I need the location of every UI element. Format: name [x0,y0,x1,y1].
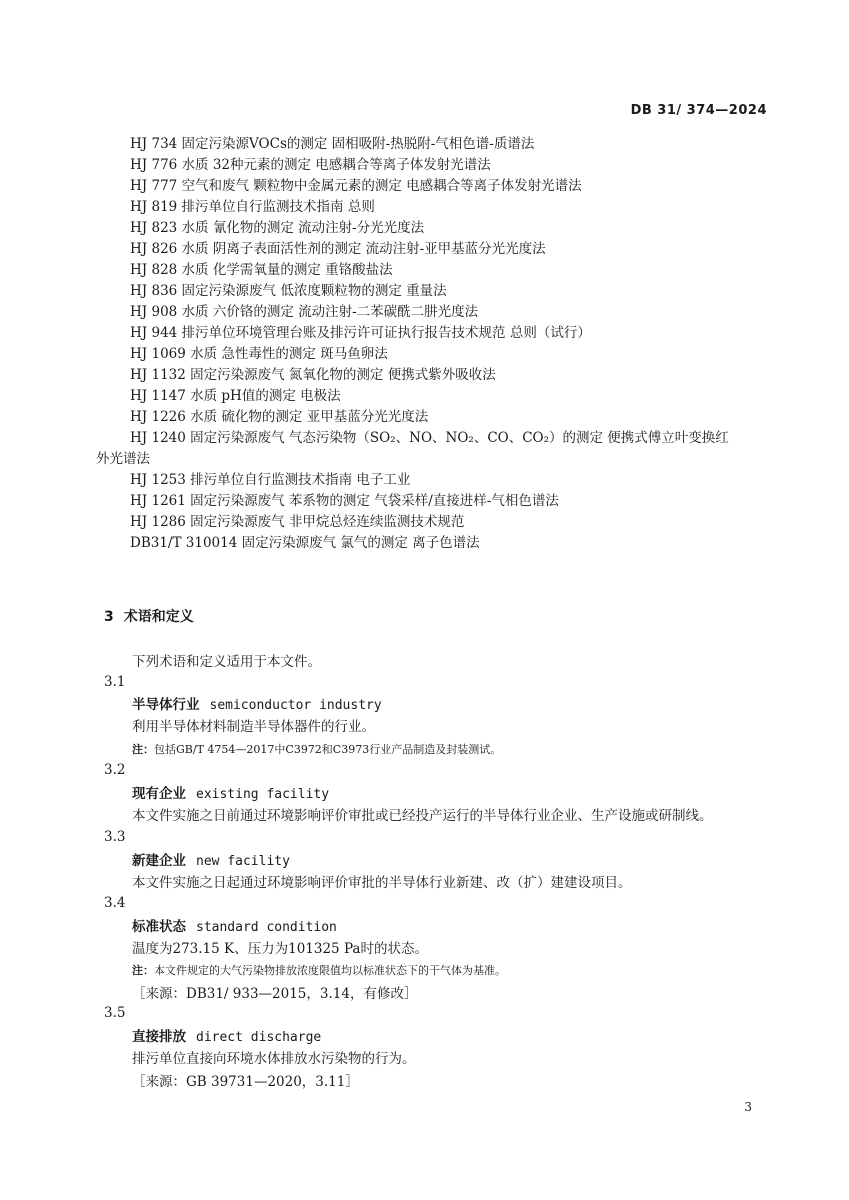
note-text: 包括GB/T 4754—2017中C3972和C3973行业产品制造及封装测试。 [154,743,502,756]
reference-item: HJ 1253 排污单位自行监测技术指南 电子工业 [130,472,411,488]
document-id-header: DB 31/ 374—2024 [630,103,767,118]
term-zh: 现有企业 [132,786,186,802]
reference-item: HJ 823 水质 氰化物的测定 流动注射-分光光度法 [130,220,425,236]
term-source: ［来源：GB 39731—2020，3.11］ [132,1074,359,1090]
section-intro: 下列术语和定义适用于本文件。 [132,654,321,670]
reference-item: HJ 836 固定污染源废气 低浓度颗粒物的测定 重量法 [130,283,447,299]
reference-item: HJ 1069 水质 急性毒性的测定 斑马鱼卵法 [130,346,388,362]
page-number: 3 [744,1100,752,1114]
reference-item: HJ 1147 水质 pH值的测定 电极法 [130,388,341,404]
term-note [132,962,506,978]
term-en: direct discharge [196,1030,322,1045]
reference-item: HJ 1261 固定污染源废气 苯系物的测定 气袋采样/直接进样-气相色谱法 [130,493,559,509]
term-number: 3.5 [104,1005,126,1021]
term-source: ［来源：DB31/ 933—2015，3.14，有修改］ [132,986,418,1002]
reference-item: HJ 908 水质 六价铬的测定 流动注射-二苯碳酰二肼光度法 [130,304,479,320]
term-title [132,915,337,935]
section-heading [104,606,194,626]
term-definition: 本文件实施之日前通过环境影响评价审批或已经投产运行的半导体行业企业、生产设施或研制线。 [132,808,713,824]
term-number: 3.1 [104,674,126,690]
note-text: 本文件规定的大气污染物排放浓度限值均以标准状态下的干气体为基准。 [154,964,506,977]
term-title [132,782,329,802]
term-number: 3.4 [104,895,126,911]
term-title [132,849,290,869]
reference-item: HJ 1132 固定污染源废气 氮氧化物的测定 便携式紫外吸收法 [130,367,496,383]
reference-line-1: HJ 1240 固定污染源废气 气态污染物（SO₂、NO、NO₂、CO、CO₂）的测定 便携式傅立叶变换红 [130,430,729,446]
term-definition: 排污单位直接向环境水体排放水污染物的行为。 [132,1051,416,1067]
term-note [132,741,501,757]
reference-item: HJ 776 水质 32种元素的测定 电感耦合等离子体发射光谱法 [130,157,491,173]
reference-item: HJ 826 水质 阴离子表面活性剂的测定 流动注射-亚甲基蓝分光光度法 [130,241,546,257]
term-en: new facility [196,854,290,869]
term-en: semiconductor industry [209,698,382,713]
reference-item: HJ 1226 水质 硫化物的测定 亚甲基蓝分光光度法 [130,409,429,425]
reference-item: HJ 944 排污单位环境管理台账及排污许可证执行报告技术规范 总则（试行） [130,325,591,341]
reference-item: HJ 828 水质 化学需氧量的测定 重铬酸盐法 [130,262,393,278]
term-zh: 标准状态 [132,919,186,935]
term-en: existing facility [196,787,330,802]
term-en: standard condition [196,920,337,935]
term-zh: 直接排放 [132,1029,186,1045]
term-definition: 利用半导体材料制造半导体器件的行业。 [132,719,375,735]
term-definition: 温度为273.15 K、压力为101325 Pa时的状态。 [132,941,428,957]
term-definition: 本文件实施之日起通过环境影响评价审批的半导体行业新建、改（扩）建建设项目。 [132,875,632,891]
reference-line-2: 外光谱法 [96,451,150,467]
section-number: 3 [104,609,114,625]
section-title: 术语和定义 [123,609,194,625]
note-label: 注： [132,964,154,977]
term-title [132,693,382,713]
term-zh: 半导体行业 [132,697,200,713]
reference-item: DB31/T 310014 固定污染源废气 氯气的测定 离子色谱法 [130,535,480,551]
reference-item: HJ 819 排污单位自行监测技术指南 总则 [130,199,375,215]
term-number: 3.2 [104,762,126,778]
term-number: 3.3 [104,829,126,845]
normative-references-list [96,134,780,554]
term-title [132,1025,321,1045]
term-zh: 新建企业 [132,853,186,869]
reference-item-wrapped [96,428,780,470]
reference-item: HJ 734 固定污染源VOCs的测定 固相吸附-热脱附-气相色谱-质谱法 [130,136,535,152]
reference-item: HJ 777 空气和废气 颗粒物中金属元素的测定 电感耦合等离子体发射光谱法 [130,178,582,194]
reference-item: HJ 1286 固定污染源废气 非甲烷总烃连续监测技术规范 [130,514,465,530]
note-label: 注： [132,743,154,756]
